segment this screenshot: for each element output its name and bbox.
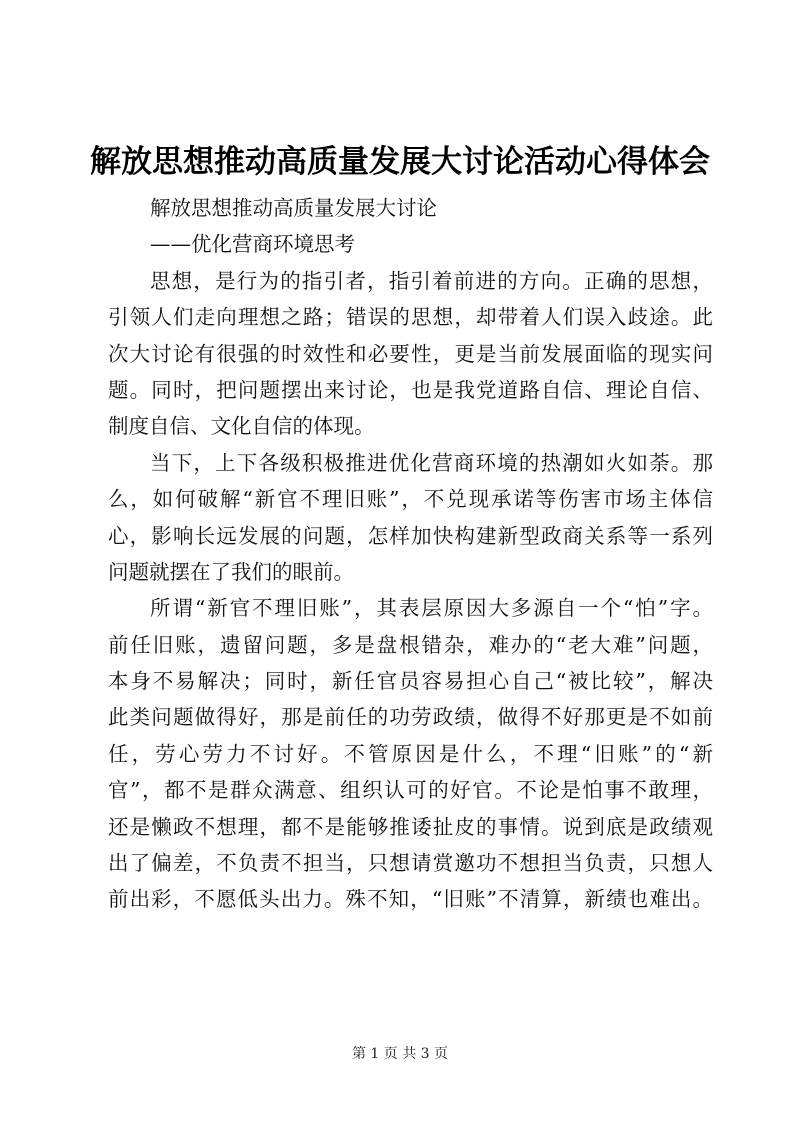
document-body xyxy=(108,190,713,918)
paragraph-line: 官”，都不是群众满意、组织认可的好官。不论是怕事不敢理， xyxy=(108,778,713,803)
paragraph-line: 思想，是行为的指引者，指引着前进的方向。正确的思想， xyxy=(150,268,713,293)
paragraph-line: 么，如何破解“新官不理旧账”，不兑现承诺等伤害市场主体信 xyxy=(108,487,713,512)
page-footer: 第 1 页 共 3 页 xyxy=(351,1046,449,1062)
subtitle-line: 解放思想推动高质量发展大讨论 xyxy=(150,196,437,220)
paragraph-line: 此类问题做得好，那是前任的功劳政绩，做得不好那更是不如前 xyxy=(108,705,713,730)
paragraph-line: 还是懒政不想理，都不是能够推诿扯皮的事情。说到底是政绩观 xyxy=(108,814,713,839)
paragraph-line: 制度自信、文化自信的体现。 xyxy=(108,414,375,439)
paragraph-line: 次大讨论有很强的时效性和必要性，更是当前发展面临的现实问 xyxy=(108,341,713,366)
paragraph-line: 心，影响长远发展的问题，怎样加快构建新型政商关系等一系列 xyxy=(108,523,713,548)
paragraph-line: 出了偏差，不负责不担当，只想请赏邀功不想担当负责，只想人 xyxy=(108,851,713,876)
paragraph-line: 题。同时，把问题摆出来讨论，也是我党道路自信、理论自信、 xyxy=(108,377,713,402)
paragraph-line: 问题就摆在了我们的眼前。 xyxy=(108,559,354,584)
paragraph-line: 前任旧账，遗留问题，多是盘根错杂，难办的“老大难”问题， xyxy=(108,632,713,657)
paragraph-line: 所谓“新官不理旧账”，其表层原因大多源自一个“怕”字。 xyxy=(150,596,713,621)
paragraph-line: 前出彩，不愿低头出力。殊不知，“旧账”不清算，新绩也难出。 xyxy=(108,887,713,912)
paragraph-line: 当下，上下各级积极推进优化营商环境的热潮如火如荼。那 xyxy=(150,450,713,475)
document-title: 解放思想推动高质量发展大讨论活动心得体会 xyxy=(90,144,710,180)
paragraph-line: 引领人们走向理想之路；错误的思想，却带着人们误入歧途。此 xyxy=(108,305,713,330)
paragraph-line: 任，劳心劳力不讨好。不管原因是什么，不理“旧账”的“新 xyxy=(108,741,713,766)
subtitle-line: ——优化营商环境思考 xyxy=(150,232,355,257)
paragraph-line: 本身不易解决；同时，新任官员容易担心自己“被比较”，解决 xyxy=(108,669,713,694)
